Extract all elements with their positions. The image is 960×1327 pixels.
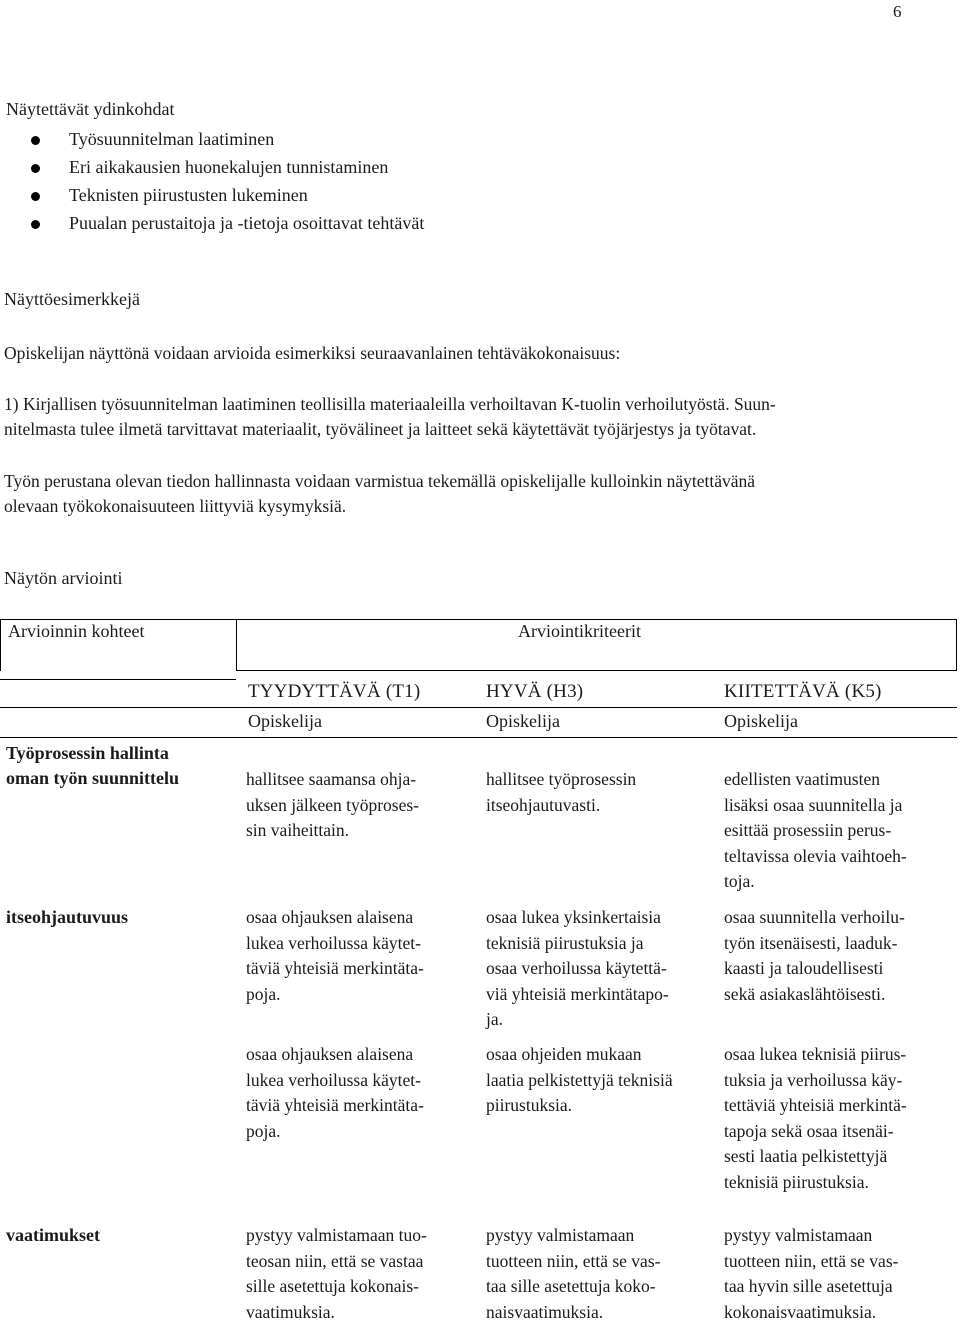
example-item-line: nitelmasta tulee ilmetä tarvittavat materiaalit, työvälineet ja laitteet sekä käytettävät työjärjestys ja työtavat.	[4, 419, 757, 439]
criteria-h3: pystyy valmistamaan tuotteen niin, että se vas- taa sille asetettuja koko- naisvaatimuksia.	[486, 1225, 661, 1322]
row-label: itseohjautuvuus	[6, 907, 129, 927]
level-header-k5: KIITETTÄVÄ (K5)	[724, 681, 882, 702]
criteria-h3: osaa lukea yksinkertaisia teknisiä piirustuksia ja osaa verhoilussa käytettä- viä yhteisiä merkintätapo- ja.	[486, 907, 669, 1029]
row-label: oman työn suunnittelu	[6, 768, 180, 788]
example-paragraph-line: Työn perustana olevan tiedon hallinnasta voidaan varmistua tekemällä opiskelijalle kulloinkin näytettävänä	[4, 471, 756, 491]
student-label: Opiskelija	[486, 711, 560, 731]
row-label: vaatimukset	[6, 1225, 100, 1245]
criteria-h3: osaa ohjeiden mukaan laatia pelkistettyjä teknisiä piirustuksia.	[486, 1044, 673, 1115]
table-border-left	[0, 619, 1, 671]
student-label: Opiskelija	[248, 711, 322, 731]
section-heading-examples: Näyttöesimerkkejä	[4, 289, 140, 309]
examples-intro: Opiskelijan näyttönä voidaan arvioida esimerkiksi seuraavanlainen tehtäväkokonaisuus:	[4, 343, 621, 363]
rule-line	[0, 737, 957, 738]
table-border-right	[956, 619, 957, 671]
criteria-t1: pystyy valmistamaan tuo- teosan niin, että se vastaa sille asetettuja kokonais- vaatimuksia.	[246, 1225, 427, 1322]
column-header-criteria: Arviointikriteerit	[518, 621, 641, 641]
bullet-item: Puualan perustaitoja ja -tietoja osoittavat tehtävät	[69, 213, 425, 233]
page-number: 6	[893, 2, 902, 21]
row-label: Työprosessin hallinta	[6, 743, 169, 763]
rule-line	[0, 707, 957, 708]
criteria-k5: osaa lukea teknisiä piirus- tuksia ja verhoilussa käy- tettäviä yhteisiä merkintä- tapoja sekä osaa itsenäi- sesti laatia pelkistettyjä teknisiä piirustuksia.	[724, 1044, 907, 1192]
column-header-targets: Arvioinnin kohteet	[8, 621, 145, 641]
example-item-line: 1) Kirjallisen työsuunnitelman laatiminen teollisilla materiaaleilla verhoiltavan K-tuolin verhoilutyöstä. Suun-	[4, 394, 776, 414]
rule-line	[0, 679, 236, 680]
bullet-item: Työsuunnitelman laatiminen	[69, 129, 275, 149]
criteria-h3: hallitsee työprosessin itseohjautuvasti.	[486, 769, 637, 815]
bullet-item: Eri aikakausien huonekalujen tunnistaminen	[69, 157, 389, 177]
criteria-k5: pystyy valmistamaan tuotteen niin, että se vas- taa hyvin sille asetettuja kokonaisvaatimuksia.	[724, 1225, 899, 1322]
criteria-t1: hallitsee saamansa ohja- uksen jälkeen työproses- sin vaiheittain.	[246, 769, 420, 840]
bullet-item: Teknisten piirustusten lukeminen	[69, 185, 308, 205]
example-paragraph-line: olevaan työkokonaisuuteen liittyviä kysymyksiä.	[4, 496, 347, 516]
criteria-t1: osaa ohjauksen alaisena lukea verhoilussa käytet- täviä yhteisiä merkintäta- poja.	[246, 907, 424, 1004]
table-border-divider	[236, 619, 237, 671]
table-border-top	[0, 619, 957, 620]
student-label: Opiskelija	[724, 711, 798, 731]
level-header-h3: HYVÄ (H3)	[486, 681, 584, 702]
level-header-t1: TYYDYTTÄVÄ (T1)	[248, 681, 421, 702]
criteria-k5: edellisten vaatimusten lisäksi osaa suunnitella ja esittää prosessiin perus- teltavissa olevia vaihtoeh- toja.	[724, 769, 907, 891]
table-border-bottom	[236, 670, 957, 671]
criteria-k5: osaa suunnitella verhoilu- työn itsenäisesti, laaduk- kaasti ja taloudellisesti sekä asiakaslähtöisesti.	[724, 907, 905, 1004]
criteria-t1: osaa ohjauksen alaisena lukea verhoilussa käytet- täviä yhteisiä merkintäta- poja.	[246, 1044, 424, 1141]
section-heading-shown-elements: Näytettävät ydinkohdat	[6, 99, 175, 119]
section-heading-assessment: Näytön arviointi	[4, 568, 123, 588]
